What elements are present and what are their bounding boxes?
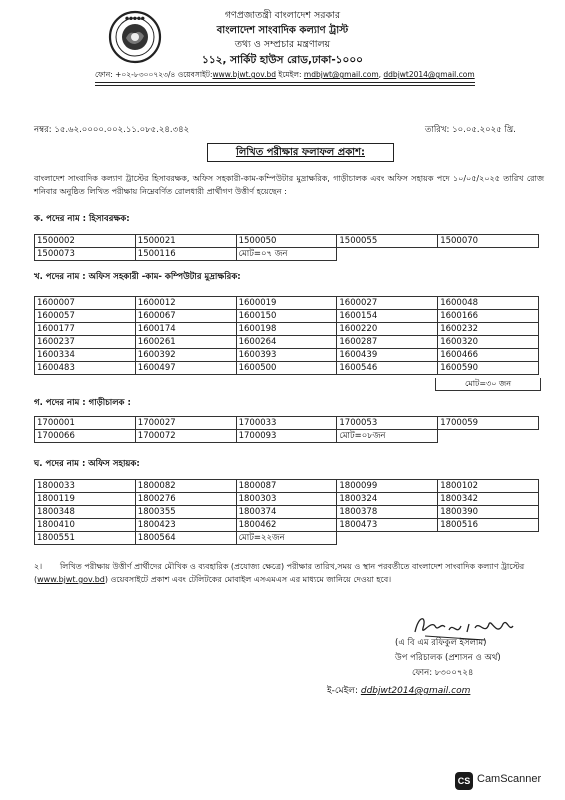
total-cell: মোট=০৭ জন: [236, 248, 337, 261]
roll-cell: 1700072: [135, 430, 236, 443]
roll-cell: 1600393: [236, 349, 337, 362]
roll-cell: 1600007: [35, 297, 136, 310]
result-banner-title: লিখিত পরীক্ষার ফলাফল প্রকাশ:: [207, 143, 394, 162]
roll-cell: 1600264: [236, 336, 337, 349]
contact-prefix: ফোন: +০২-৮৩০০৭২৩/৪ ওয়েবসাইট:: [95, 70, 213, 79]
roll-cell: 1800374: [236, 506, 337, 519]
roll-cell: 1700066: [35, 430, 136, 443]
header-address: ১১২, সার্কিট হাউস রোড,ঢাকা-১০০০: [202, 54, 363, 66]
roll-cell: 1600237: [35, 336, 136, 349]
note-paragraph: [34, 560, 544, 586]
camscanner-logo-icon: CS: [455, 772, 473, 790]
note-text-part1: লিখিত পরীক্ষায় উত্তীর্ণ প্রার্থীদের মৌখিক ও ব্যবহারিক (প্রযোজ্য ক্ষেত্রে) পরীক্ষার তারিখ,সময় ও স্থান পরবর্তীতে বাংলাদেশ সাংবাদিক কল্যাণ ট্রাস্টের (: [34, 562, 525, 584]
roll-cell: 1500021: [135, 235, 236, 248]
roll-cell: 1600057: [35, 310, 136, 323]
table-row: [35, 430, 539, 443]
signatory-designation: উপ পরিচালক (প্রশাসন ও অর্থ): [395, 653, 501, 663]
roll-table-accountant: [34, 234, 539, 261]
roll-cell: 1700001: [35, 417, 136, 430]
table-row: [35, 336, 539, 349]
roll-cell: 1600177: [35, 323, 136, 336]
note-number: ২।: [34, 562, 43, 571]
roll-cell: 1600392: [135, 349, 236, 362]
roll-cell: 1800564: [135, 532, 236, 545]
svg-text:●●●●●: ●●●●●: [125, 16, 145, 22]
camscanner-watermark: [455, 770, 555, 792]
header-divider: [95, 82, 475, 83]
header-ministry: তথ্য ও সম্প্রচার মন্ত্রণালয়: [234, 39, 331, 50]
roll-cell: 1600150: [236, 310, 337, 323]
roll-cell: 1800462: [236, 519, 337, 532]
table-row: [35, 417, 539, 430]
roll-table-office-assistant-typist: [34, 296, 539, 375]
signatory-email: [327, 683, 470, 698]
roll-cell: 1600483: [35, 362, 136, 375]
section-title-office-helper: ঘ. পদের নাম : অফিস সহায়ক:: [34, 459, 140, 469]
roll-cell: 1800423: [135, 519, 236, 532]
signatory-email-link[interactable]: ddbjwt2014@gmail.com: [360, 686, 471, 696]
email-link-1[interactable]: mdbjwt@gmail.com: [303, 70, 379, 79]
table-row: [35, 493, 539, 506]
roll-cell: 1700053: [337, 417, 438, 430]
roll-cell: 1800087: [236, 480, 337, 493]
empty-cell: [438, 430, 539, 443]
roll-cell: 1700093: [236, 430, 337, 443]
roll-cell: 1600220: [337, 323, 438, 336]
roll-cell: 1800473: [337, 519, 438, 532]
roll-cell: 1500050: [236, 235, 337, 248]
roll-cell: 1800410: [35, 519, 136, 532]
roll-cell: 1800348: [35, 506, 136, 519]
roll-cell: 1800276: [135, 493, 236, 506]
camscanner-label: CamScanner: [477, 773, 542, 785]
table-row: [35, 532, 539, 545]
roll-table-office-helper: [34, 479, 539, 545]
roll-cell: 1500073: [35, 248, 136, 261]
roll-cell: 1600500: [236, 362, 337, 375]
table-row: [35, 480, 539, 493]
roll-cell: 1600439: [337, 349, 438, 362]
memo-date: তারিখ: ১০.০৫.২০২৫ খ্রি.: [425, 125, 516, 135]
roll-cell: 1600466: [438, 349, 539, 362]
email-separator: ,: [378, 70, 384, 79]
roll-cell: 1600067: [135, 310, 236, 323]
roll-cell: 1800303: [236, 493, 337, 506]
roll-cell: 1800516: [438, 519, 539, 532]
roll-cell: 1600174: [135, 323, 236, 336]
roll-cell: 1500116: [135, 248, 236, 261]
website-link[interactable]: www.bjwt.gov.bd: [212, 70, 277, 79]
roll-cell: 1700033: [236, 417, 337, 430]
roll-cell: 1600497: [135, 362, 236, 375]
table-row: [35, 310, 539, 323]
header-government: গণপ্রজাতন্ত্রী বাংলাদেশ সরকার: [224, 10, 341, 21]
roll-cell: 1800119: [35, 493, 136, 506]
roll-cell: 1800102: [438, 480, 539, 493]
signatory-name: (এ বি এম রফিকুল ইসলাম): [395, 638, 487, 648]
roll-cell: 1600546: [337, 362, 438, 375]
empty-cell: [438, 248, 539, 261]
total-cell: মোট=২২জন: [236, 532, 337, 545]
roll-cell: 1600012: [135, 297, 236, 310]
table-row: [35, 519, 539, 532]
table-row: [35, 349, 539, 362]
table-row: [35, 362, 539, 375]
note-website-link[interactable]: www.bjwt.gov.bd: [37, 575, 105, 584]
roll-cell: 1600027: [337, 297, 438, 310]
roll-cell: 1800551: [35, 532, 136, 545]
roll-cell: 1800342: [438, 493, 539, 506]
table-row: [35, 248, 539, 261]
roll-cell: 1800355: [135, 506, 236, 519]
section-title-driver: গ. পদের নাম : গাড়ীচালক :: [34, 398, 131, 408]
roll-cell: 1700059: [438, 417, 539, 430]
section-title-accountant: ক. পদের নাম : হিসাবরক্ষক:: [34, 214, 130, 224]
roll-cell: 1600198: [236, 323, 337, 336]
header-contact: [95, 70, 475, 82]
header-organization: বাংলাদেশ সাংবাদিক কল্যাণ ট্রাস্ট: [216, 25, 349, 36]
roll-cell: 1500070: [438, 235, 539, 248]
roll-cell: 1600287: [337, 336, 438, 349]
roll-cell: 1600154: [337, 310, 438, 323]
roll-cell: 1800099: [337, 480, 438, 493]
roll-cell: 1700027: [135, 417, 236, 430]
note-text-part2: ) ওয়েবসাইটে প্রকাশ এবং টেলিটকের মোবাইল এসএমএস এর মাধ্যমে জানিয়ে দেওয়া হবে।: [104, 575, 392, 584]
roll-cell: 1600166: [438, 310, 539, 323]
roll-cell: 1800082: [135, 480, 236, 493]
roll-cell: 1500002: [35, 235, 136, 248]
roll-cell: 1800378: [337, 506, 438, 519]
roll-cell: 1600320: [438, 336, 539, 349]
header-divider-2: [95, 85, 475, 86]
signatory-email-label: ই-মেইল:: [327, 686, 361, 696]
empty-cell: [438, 532, 539, 545]
roll-cell: 1600048: [438, 297, 539, 310]
email-link-2[interactable]: ddbjwt2014@gmail.com: [383, 70, 475, 79]
table-row: [35, 235, 539, 248]
empty-cell: [337, 532, 438, 545]
roll-cell: 1800324: [337, 493, 438, 506]
empty-cell: [337, 248, 438, 261]
signatory-phone: ফোন: ৮৩০০৭২৪: [412, 668, 474, 678]
roll-cell: 1600590: [438, 362, 539, 375]
roll-table-driver: [34, 416, 539, 443]
table-row: [35, 506, 539, 519]
roll-cell: 1600019: [236, 297, 337, 310]
roll-cell: 1800033: [35, 480, 136, 493]
total-cell: মোট=৩০ জন: [435, 378, 541, 391]
roll-cell: 1500055: [337, 235, 438, 248]
email-label: ইমেইল:: [276, 70, 304, 79]
intro-paragraph: বাংলাদেশ সাংবাদিক কল্যাণ ট্রাস্টের হিসাবরক্ষক, অফিস সহকারী-কাম-কম্পিউটার মুদ্রাক্ষরিক, গাড়ীচালক এবং অফিস সহায়ক পদে ১০/০৫/২০২৫ তারিখ রোজ শনিবার অনুষ্ঠিত লিখিত পরীক্ষায় নিম্নেবর্ণিত রোলধারী প্রার্থীগণ উত্তীর্ণ হয়েছেন :: [34, 174, 544, 196]
memo-number: নম্বর: ১৫.৬২.০০০০.০০২.১১.০৮৫.২৪.৩৪২: [34, 125, 190, 135]
section-title-office-assistant-typist: খ. পদের নাম : অফিস সহকারী -কাম- কম্পিউটার মুদ্রাক্ষরিক:: [34, 272, 241, 282]
roll-cell: 1800390: [438, 506, 539, 519]
roll-cell: 1600232: [438, 323, 539, 336]
roll-cell: 1600261: [135, 336, 236, 349]
total-cell: মোট=০৮জন: [337, 430, 438, 443]
roll-cell: 1600334: [35, 349, 136, 362]
table-row: [35, 323, 539, 336]
table-row: [35, 297, 539, 310]
